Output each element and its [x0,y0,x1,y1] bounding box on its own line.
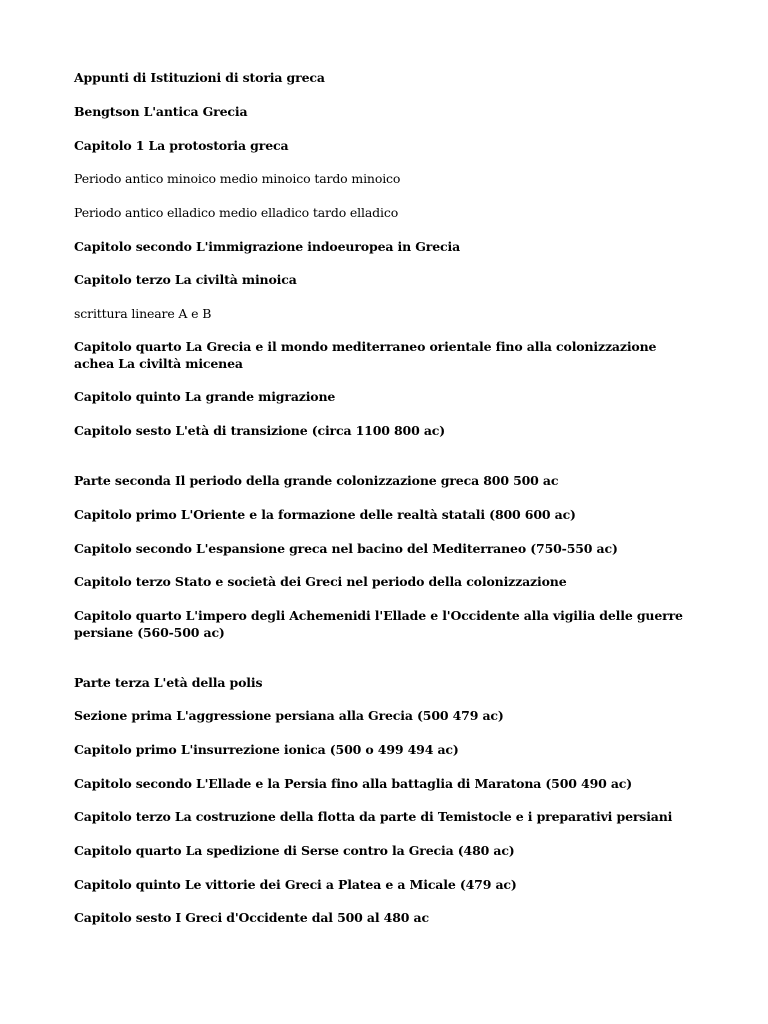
part-heading: Parte seconda Il periodo della grande colonizzazione greca 800 500 ac [74,473,559,488]
chapter-heading: Capitolo primo L'Oriente e la formazione delle realtà statali (800 600 ac) [74,507,576,522]
chapter-heading: Capitolo secondo L'immigrazione indoeuropea in Grecia [74,239,461,254]
chapter-heading: Capitolo quarto La Grecia e il mondo mediterraneo orientale fino alla colonizzazione achea La civiltà micenea [74,339,657,371]
part-heading: Parte terza L'età della polis [74,675,263,690]
chapter-heading: Capitolo quinto Le vittorie dei Greci a Platea e a Micale (479 ac) [74,877,517,892]
chapter-heading: Capitolo secondo L'Ellade e la Persia fino alla battaglia di Maratona (500 490 ac) [74,776,633,791]
chapter-heading: Capitolo 1 La protostoria greca [74,138,289,153]
chapter-heading: Capitolo sesto I Greci d'Occidente dal 500 al 480 ac [74,910,429,925]
chapter-heading: Capitolo terzo La civiltà minoica [74,272,297,287]
chapter-heading: Capitolo primo L'insurrezione ionica (500 o 499 494 ac) [74,742,459,757]
chapter-heading: Capitolo terzo La costruzione della flotta da parte di Temistocle e i preparativi persiani [74,809,673,824]
section-heading: Sezione prima L'aggressione persiana alla Grecia (500 479 ac) [74,708,504,723]
chapter-heading: Capitolo secondo L'espansione greca nel bacino del Mediterraneo (750-550 ac) [74,541,618,556]
note-line: Periodo antico minoico medio minoico tardo minoico [74,171,401,186]
chapter-heading: Capitolo quarto L'impero degli Achemenidi l'Ellade e l'Occidente alla vigilia delle guerre persiane (560-500 ac) [74,608,683,640]
chapter-heading: Capitolo terzo Stato e società dei Greci nel periodo della colonizzazione [74,574,567,589]
note-line: Periodo antico elladico medio elladico tardo elladico [74,205,399,220]
book-reference: Bengtson L'antica Grecia [74,104,248,119]
chapter-heading: Capitolo sesto L'età di transizione (circa 1100 800 ac) [74,423,446,438]
document-title: Appunti di Istituzioni di storia greca [74,70,325,85]
chapter-heading: Capitolo quinto La grande migrazione [74,389,336,404]
note-line: scrittura lineare A e B [74,306,212,321]
chapter-heading: Capitolo quarto La spedizione di Serse contro la Grecia (480 ac) [74,843,515,858]
